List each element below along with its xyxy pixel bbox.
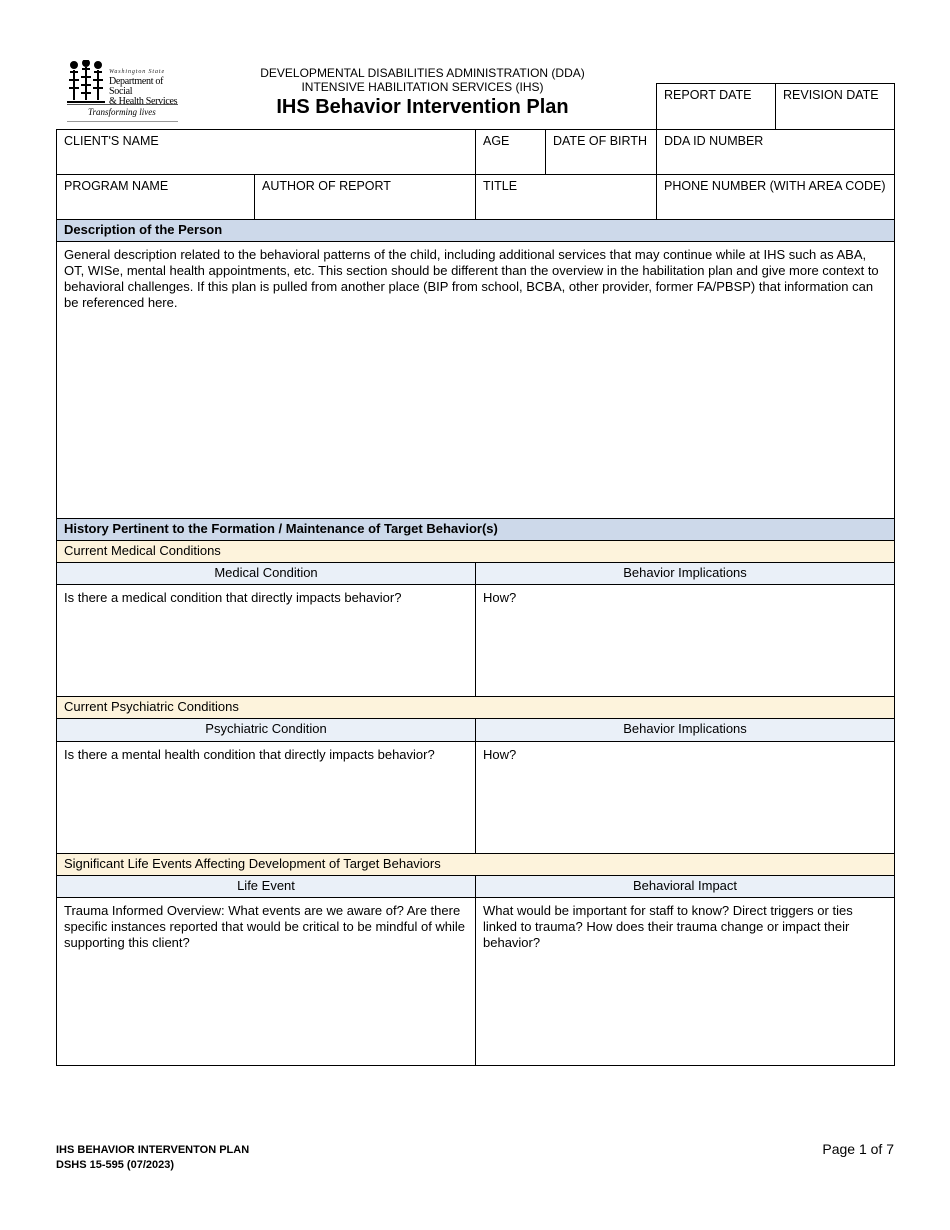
medical-condition-prompt: Is there a medical condition that directly impacts behavior? [64, 590, 402, 605]
medical-condition-header: Medical Condition [56, 562, 476, 585]
program-name-field[interactable] [56, 174, 255, 220]
medical-implications-prompt: How? [483, 590, 517, 605]
behavioral-impact-textarea[interactable] [475, 897, 895, 1066]
life-events-section-label: Significant Life Events Affecting Development of Target Behaviors [56, 853, 895, 876]
logo-tagline: Transforming lives [88, 107, 156, 117]
title-field[interactable] [475, 174, 657, 220]
footer-form-info [56, 1143, 249, 1173]
revision-date-field[interactable] [775, 83, 895, 130]
header-service: INTENSIVE HABILITATION SERVICES (IHS) [301, 80, 544, 94]
medical-condition-textarea[interactable] [56, 584, 476, 697]
dshs-logo [64, 58, 182, 124]
header-administration: DEVELOPMENTAL DISABILITIES ADMINISTRATION (DDA) [260, 66, 585, 80]
psychiatric-implications-textarea[interactable] [475, 741, 895, 854]
author-field[interactable] [254, 174, 476, 220]
medical-section-label: Current Medical Conditions [56, 540, 895, 563]
footer-form-name: IHS BEHAVIOR INTERVENTON PLAN [56, 1144, 250, 1156]
psychiatric-implications-prompt: How? [483, 747, 517, 762]
life-event-prompt: Trauma Informed Overview: What events are we aware of? Are there specific instances reported that would be critical to be mindful of while supporting this client? [64, 903, 466, 950]
description-heading: Description of the Person [56, 219, 895, 242]
psychiatric-condition-prompt: Is there a mental health condition that directly impacts behavior? [64, 747, 435, 762]
page-title: IHS Behavior Intervention Plan [276, 96, 569, 118]
phone-field[interactable] [656, 174, 895, 220]
behavioral-impact-header: Behavioral Impact [475, 875, 895, 898]
client-name-label: CLIENT'S NAME [64, 134, 159, 148]
people-figures-icon [66, 60, 108, 104]
psychiatric-condition-header: Psychiatric Condition [56, 718, 476, 742]
client-name-field[interactable] [56, 129, 476, 175]
author-label: AUTHOR OF REPORT [262, 179, 391, 193]
history-heading: History Pertinent to the Formation / Maintenance of Target Behavior(s) [56, 518, 895, 541]
phone-label: PHONE NUMBER (WITH AREA CODE) [664, 179, 886, 193]
psychiatric-condition-textarea[interactable] [56, 741, 476, 854]
psychiatric-implications-header: Behavior Implications [475, 718, 895, 742]
age-field[interactable] [475, 129, 546, 175]
dda-id-field[interactable] [656, 129, 895, 175]
dob-label: DATE OF BIRTH [553, 134, 647, 148]
medical-implications-header: Behavior Implications [475, 562, 895, 585]
revision-date-label: REVISION DATE [783, 88, 879, 102]
behavioral-impact-prompt: What would be important for staff to know? Direct triggers or ties linked to trauma? How does their trauma change or impact their behavior? [483, 903, 853, 950]
description-textarea[interactable] [56, 241, 895, 519]
title-label: TITLE [483, 179, 518, 193]
logo-divider-bottom [67, 121, 178, 122]
life-event-textarea[interactable] [56, 897, 476, 1066]
dept-name: Department of Social & Health Services [109, 76, 178, 107]
psychiatric-section-label: Current Psychiatric Conditions [56, 696, 895, 719]
dob-field[interactable] [545, 129, 657, 175]
description-prompt: General description related to the behavioral patterns of the child, including additional services that may continue while at IHS such as ABA, OT, WISe, mental health appointments, etc. This section should be different than the overview in the habilitation plan and give more context to behavioral challenges. If this plan is pulled from another place (BIP from school, BCBA, other provider, former FA/PBSP) that information can be referenced here. [64, 247, 879, 310]
program-name-label: PROGRAM NAME [64, 179, 169, 193]
age-label: AGE [483, 134, 510, 148]
dda-id-label: DDA ID NUMBER [664, 134, 764, 148]
logo-divider [67, 104, 178, 105]
state-label: Washington State [109, 69, 166, 75]
report-date-label: REPORT DATE [664, 88, 752, 102]
life-event-header: Life Event [56, 875, 476, 898]
page-number: Page 1 of 7 [822, 1141, 894, 1157]
footer-form-number: DSHS 15-595 (07/2023) [56, 1159, 175, 1171]
report-date-field[interactable] [656, 83, 776, 130]
medical-implications-textarea[interactable] [475, 584, 895, 697]
